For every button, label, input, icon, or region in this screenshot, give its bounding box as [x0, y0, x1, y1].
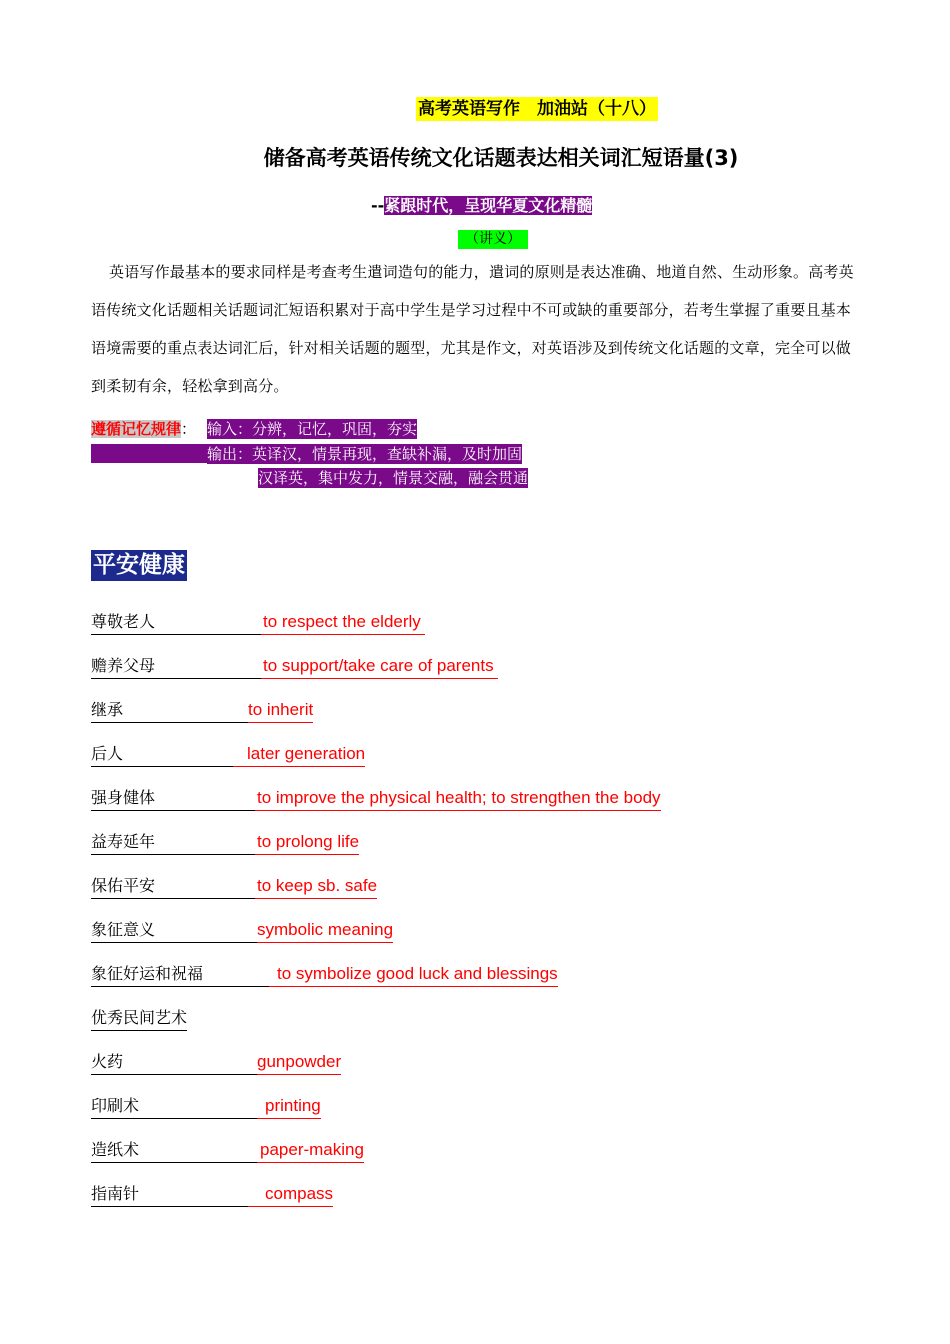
vocab-zh: 强身健体: [91, 786, 255, 811]
vocab-zh: 继承: [91, 698, 248, 723]
lecture-tag: （讲义）: [458, 230, 528, 249]
vocab-zh: 优秀民间艺术: [91, 1006, 187, 1031]
subtitle-dash: --: [371, 196, 385, 215]
memory-output-line-2: 汉译英，集中发力，情景交融，融会贯通: [258, 469, 529, 487]
memory-rule-label-text: 遵循记忆规律: [91, 420, 182, 438]
vocab-en: to prolong life: [255, 830, 359, 855]
intro-paragraph: 英语写作最基本的要求同样是考查考生遣词造句的能力，遣词的原则是表达准确、地道自然、生动形象。高考英语传统文化话题相关话题词汇短语积累对于高中学生是学习过程中不可或缺的重要部分，若考生掌握了重要且基本语境需要的重点表达词汇后，针对相关话题的题型，尤其是作文，对英语涉及到传统文化话题的文章，完全可以做到柔韧有余，轻松拿到高分。: [91, 263, 854, 395]
vocab-en: gunpowder: [257, 1050, 341, 1075]
memory-output-line: 输出：英译汉，情景再现，查缺补漏，及时加固: [207, 445, 523, 463]
vocab-zh: 火药: [91, 1050, 257, 1075]
vocab-zh: 象征意义: [91, 918, 257, 943]
vocab-zh: 印刷术: [91, 1094, 257, 1119]
vocab-en: to improve the physical health; to strengthen the body: [255, 786, 661, 811]
vocab-en: later generation: [233, 742, 365, 767]
vocab-en: to keep sb. safe: [255, 874, 377, 899]
subtitle-row: [371, 195, 592, 217]
vocab-zh: 后人: [91, 742, 233, 767]
vocab-en: to support/take care of parents: [261, 654, 498, 679]
memory-input-line: 输入：分辨，记忆，巩固，夯实: [207, 420, 418, 438]
top-heading: 高考英语写作 加油站（十八）: [418, 99, 656, 119]
section-heading: 平安健康: [91, 550, 187, 581]
vocab-en: printing: [257, 1094, 321, 1119]
vocab-zh: 尊敬老人: [91, 610, 261, 635]
vocab-en: to respect the elderly: [261, 610, 425, 635]
vocab-zh: 象征好运和祝福: [91, 962, 269, 987]
vocab-en: compass: [248, 1182, 333, 1207]
subtitle: 紧跟时代，呈现华夏文化精髓: [384, 196, 593, 215]
vocab-zh: 保佑平安: [91, 874, 255, 899]
vocab-zh: 造纸术: [91, 1138, 257, 1163]
memory-rule-colon: ：: [181, 420, 197, 438]
vocab-en: to inherit: [248, 698, 313, 723]
vocab-zh: 指南针: [91, 1182, 248, 1207]
vocab-en: to symbolize good luck and blessings: [269, 962, 558, 987]
vocab-en: symbolic meaning: [257, 918, 393, 943]
vocab-zh: 益寿延年: [91, 830, 255, 855]
memory-rule-label: [91, 419, 196, 439]
page-title: 储备高考英语传统文化话题表达相关词汇短语量(3): [263, 146, 739, 170]
vocab-en: paper-making: [257, 1138, 364, 1163]
vocab-zh: 赡养父母: [91, 654, 261, 679]
memory-bar: [91, 444, 208, 463]
